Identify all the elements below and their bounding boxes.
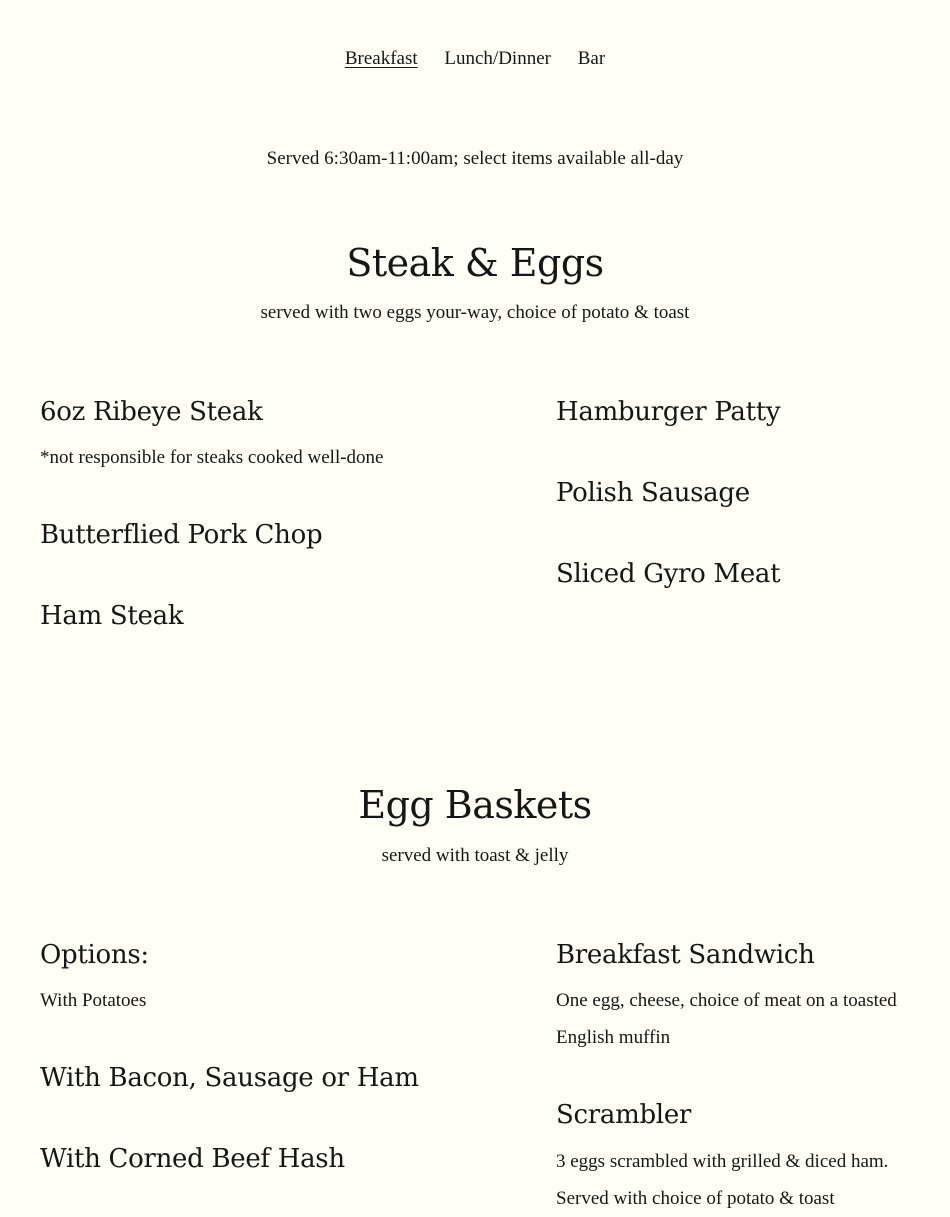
section-title-steak-eggs: Steak & Eggs bbox=[346, 241, 604, 285]
menu-item-pork-chop: Butterflied Pork Chop bbox=[40, 520, 323, 550]
menu-item-ribeye-note: *not responsible for steaks cooked well-done bbox=[40, 447, 384, 468]
menu-item-ham-steak: Ham Steak bbox=[40, 601, 184, 631]
menu-item-breakfast-sandwich-desc: One egg, cheese, choice of meat on a toasted English muffin bbox=[556, 990, 897, 1048]
menu-item-ribeye-steak: 6oz Ribeye Steak bbox=[40, 397, 263, 427]
menu-item-scrambler: Scrambler bbox=[556, 1100, 692, 1130]
menu-item-options: Options: bbox=[40, 940, 149, 970]
section-subtitle-steak-eggs: served with two eggs your-way, choice of potato & toast bbox=[260, 302, 690, 323]
menu-item-bacon-sausage-ham: With Bacon, Sausage or Ham bbox=[40, 1063, 419, 1093]
nav-link-bar[interactable]: Bar bbox=[577, 48, 606, 69]
menu-item-scrambler-desc: 3 eggs scrambled with grilled & diced ham. Served with choice of potato & toast bbox=[556, 1151, 889, 1209]
service-hours: Served 6:30am-11:00am; select items available all-day bbox=[266, 148, 684, 169]
section-title-egg-baskets: Egg Baskets bbox=[358, 783, 592, 827]
section-subtitle-egg-baskets: served with toast & jelly bbox=[381, 845, 569, 866]
menu-nav bbox=[0, 48, 950, 70]
menu-item-breakfast-sandwich: Breakfast Sandwich bbox=[556, 940, 815, 970]
menu-item-corned-beef-hash: With Corned Beef Hash bbox=[40, 1144, 345, 1174]
nav-link-breakfast[interactable]: Breakfast bbox=[344, 48, 418, 69]
nav-link-lunch-dinner[interactable]: Lunch/Dinner bbox=[444, 48, 551, 69]
menu-item-polish-sausage: Polish Sausage bbox=[556, 478, 750, 508]
menu-item-options-potatoes: With Potatoes bbox=[40, 990, 147, 1011]
menu-item-hamburger-patty: Hamburger Patty bbox=[556, 397, 781, 427]
menu-item-gyro-meat: Sliced Gyro Meat bbox=[556, 559, 781, 589]
